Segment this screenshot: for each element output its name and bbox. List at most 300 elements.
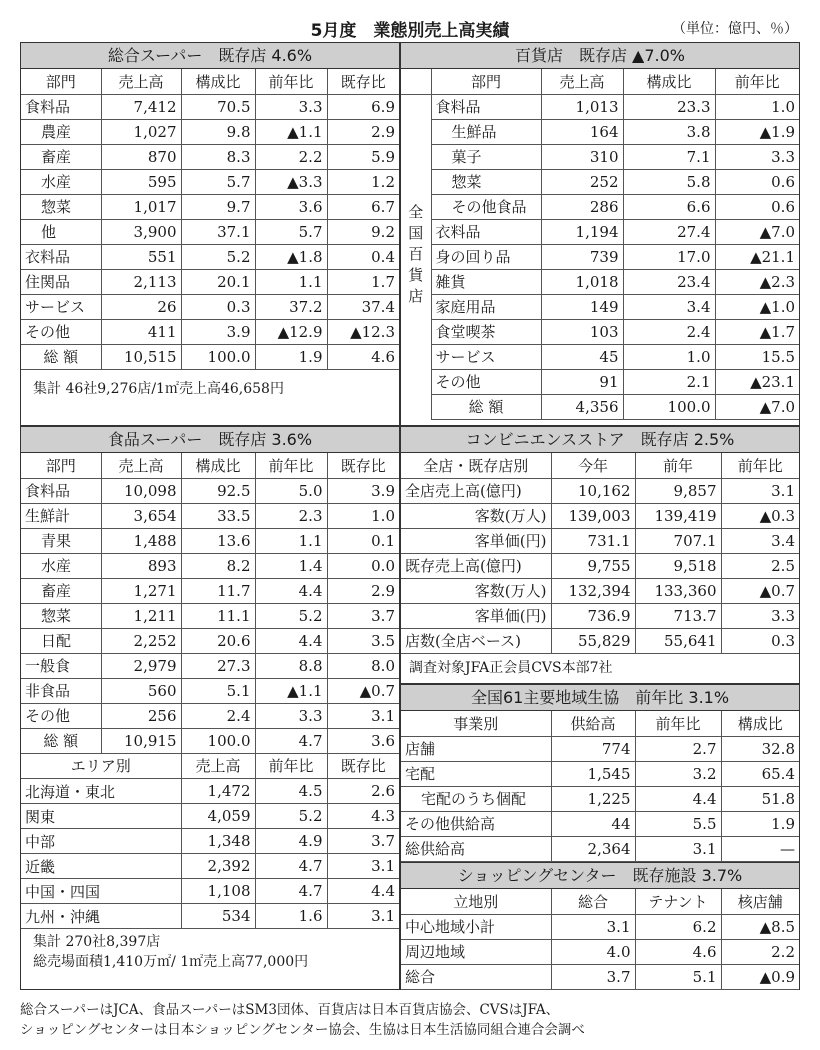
sc-header: ショッピングセンター 既存施設 3.7% xyxy=(401,863,799,889)
gms-row xyxy=(21,169,399,194)
sm-value: 3.7 xyxy=(327,603,399,628)
coop-value: 2.7 xyxy=(635,736,721,761)
sm-area-value: 4.7 xyxy=(255,879,327,904)
coop-label: 宅配のうち個配 xyxy=(401,786,551,811)
coop-table xyxy=(401,711,799,862)
dept-value: 45 xyxy=(541,344,623,369)
sm-label: 一般食 xyxy=(21,653,101,678)
coop-value: 65.4 xyxy=(721,761,799,786)
dept-label: その他食品 xyxy=(431,194,541,219)
sm-header: 食品スーパー 既存店 3.6% xyxy=(21,427,399,453)
gms-value: 2.2 xyxy=(255,144,327,169)
gms-col-header: 構成比 xyxy=(181,69,255,94)
sm-row xyxy=(21,653,399,678)
sm-value: 2.9 xyxy=(327,578,399,603)
dept-corner xyxy=(401,69,431,94)
sm-value: 1,211 xyxy=(101,603,181,628)
gms-value: 26 xyxy=(101,294,181,319)
sc-row xyxy=(401,964,799,989)
coop-value: 5.5 xyxy=(635,811,721,836)
gms-note: 集計 46社9,276店/1㎡売上高46,658円 xyxy=(33,380,284,397)
gms-label: 農産 xyxy=(21,119,101,144)
gms-panel xyxy=(20,42,400,426)
dept-total-cell: ▲7.0 xyxy=(715,394,799,419)
sm-total-row xyxy=(21,728,399,753)
dept-label: 食堂喫茶 xyxy=(431,319,541,344)
gms-total-cell: 1.9 xyxy=(255,344,327,369)
dept-row xyxy=(401,94,799,119)
cvs-value: 3.3 xyxy=(721,603,799,628)
dept-label: 生鮮品 xyxy=(431,119,541,144)
cvs-label: 客数(万人) xyxy=(401,578,551,603)
dept-label: 雑貨 xyxy=(431,269,541,294)
sm-area-label: 九州・沖縄 xyxy=(21,904,181,929)
cvs-value: 3.1 xyxy=(721,478,799,503)
gms-row xyxy=(21,244,399,269)
sm-row xyxy=(21,628,399,653)
sc-col-header: 核店舗 xyxy=(721,889,799,914)
sc-value: 4.0 xyxy=(551,939,635,964)
sm-area-row xyxy=(21,879,399,904)
dept-total-row xyxy=(401,394,799,419)
dept-col-header: 構成比 xyxy=(623,69,715,94)
dept-col-header: 前年比 xyxy=(715,69,799,94)
gms-value: 37.4 xyxy=(327,294,399,319)
sm-label: 日配 xyxy=(21,628,101,653)
dept-value: 164 xyxy=(541,119,623,144)
sm-area-value: 3.1 xyxy=(327,854,399,879)
sm-area-header-row xyxy=(21,754,399,779)
dept-row xyxy=(401,119,799,144)
cvs-row xyxy=(401,478,799,503)
gms-label: 住関品 xyxy=(21,269,101,294)
gms-value: 70.5 xyxy=(181,94,255,119)
sm-area-value: 1.6 xyxy=(255,904,327,929)
coop-header-row xyxy=(401,711,799,736)
sc-col-header: 総合 xyxy=(551,889,635,914)
coop-row xyxy=(401,811,799,836)
cvs-value: 55,641 xyxy=(635,628,721,653)
sm-area-label: 関東 xyxy=(21,804,181,829)
sc-label: 周辺地域 xyxy=(401,939,551,964)
dept-value: 1,013 xyxy=(541,94,623,119)
dept-label: 菓子 xyxy=(431,144,541,169)
sm-area-value: 3.7 xyxy=(327,829,399,854)
dept-value: ▲21.1 xyxy=(715,244,799,269)
sm-value: 893 xyxy=(101,553,181,578)
dept-value: ▲23.1 xyxy=(715,369,799,394)
sm-label: 非食品 xyxy=(21,678,101,703)
dept-total-cell: 4,356 xyxy=(541,394,623,419)
gms-value: 0.3 xyxy=(181,294,255,319)
dept-total-cell: 100.0 xyxy=(623,394,715,419)
sm-area-value: 4,059 xyxy=(181,804,255,829)
gms-table xyxy=(21,69,399,370)
dept-label: 惣菜 xyxy=(431,169,541,194)
gms-row xyxy=(21,119,399,144)
sm-table xyxy=(21,453,399,754)
cvs-label: 店数(全店ベース) xyxy=(401,628,551,653)
cvs-row xyxy=(401,503,799,528)
sm-value: 20.6 xyxy=(181,628,255,653)
sm-label: 青果 xyxy=(21,528,101,553)
sm-panel xyxy=(20,426,400,990)
sm-total-cell: 10,915 xyxy=(101,728,181,753)
gms-value: ▲12.3 xyxy=(327,319,399,344)
gms-value: 5.9 xyxy=(327,144,399,169)
sm-value: 5.2 xyxy=(255,603,327,628)
sc-col-header: テナント xyxy=(635,889,721,914)
gms-value: 2,113 xyxy=(101,269,181,294)
sm-note-2: 総売場面積1,410万㎡/ 1㎡売上高77,000円 xyxy=(33,954,309,970)
sc-value: 6.2 xyxy=(635,914,721,939)
dept-side-label: 全国百貨店 xyxy=(401,94,431,419)
gms-value: 1.1 xyxy=(255,269,327,294)
coop-value: 44 xyxy=(551,811,635,836)
sm-value: ▲0.7 xyxy=(327,678,399,703)
dept-header-row xyxy=(401,69,799,94)
cvs-value: 3.4 xyxy=(721,528,799,553)
footer-line-2: ショッピングセンターは日本ショッピングセンター協会、生協は日本生活協同組合連合会調べ xyxy=(20,1022,585,1038)
cvs-label: 既存売上高(億円) xyxy=(401,553,551,578)
sm-value: 1,488 xyxy=(101,528,181,553)
sm-area-value: 4.3 xyxy=(327,804,399,829)
sm-value: 13.6 xyxy=(181,528,255,553)
gms-value: 20.1 xyxy=(181,269,255,294)
cvs-value: 736.9 xyxy=(551,603,635,628)
coop-value: 4.4 xyxy=(635,786,721,811)
dept-row xyxy=(401,269,799,294)
sm-value: 8.8 xyxy=(255,653,327,678)
sc-header-row xyxy=(401,889,799,914)
dept-value: 286 xyxy=(541,194,623,219)
cvs-panel xyxy=(400,426,800,684)
gms-value: 3.9 xyxy=(181,319,255,344)
coop-col-header: 事業別 xyxy=(401,711,551,736)
sm-area-value: 3.1 xyxy=(327,904,399,929)
sm-value: 256 xyxy=(101,703,181,728)
cvs-value: 9,755 xyxy=(551,553,635,578)
dept-value: 252 xyxy=(541,169,623,194)
sc-col-header: 立地別 xyxy=(401,889,551,914)
cvs-value: 133,360 xyxy=(635,578,721,603)
sc-value: ▲8.5 xyxy=(721,914,799,939)
dept-panel xyxy=(400,42,800,426)
sm-header-row xyxy=(21,453,399,478)
sc-value: 4.6 xyxy=(635,939,721,964)
sm-value: 2.3 xyxy=(255,503,327,528)
sm-area-row xyxy=(21,829,399,854)
coop-label: 総供給高 xyxy=(401,836,551,861)
coop-value: 51.8 xyxy=(721,786,799,811)
sm-value: 92.5 xyxy=(181,478,255,503)
cvs-value: 132,394 xyxy=(551,578,635,603)
sm-value: 3,654 xyxy=(101,503,181,528)
sm-label: 生鮮計 xyxy=(21,503,101,528)
coop-value: 1.9 xyxy=(721,811,799,836)
cvs-row xyxy=(401,553,799,578)
coop-row xyxy=(401,736,799,761)
dept-value: 7.1 xyxy=(623,144,715,169)
gms-col-header: 売上高 xyxy=(101,69,181,94)
sm-label: 畜産 xyxy=(21,578,101,603)
gms-value: 5.7 xyxy=(181,169,255,194)
gms-col-header: 既存比 xyxy=(327,69,399,94)
sc-row xyxy=(401,939,799,964)
cvs-value: 10,162 xyxy=(551,478,635,503)
sm-value: 2,252 xyxy=(101,628,181,653)
dept-value: 739 xyxy=(541,244,623,269)
sm-note-1: 集計 270社8,397店 xyxy=(33,934,161,950)
cvs-note: 調査対象JFA正会員CVS本部7社 xyxy=(409,659,613,676)
dept-value: ▲2.3 xyxy=(715,269,799,294)
dept-row xyxy=(401,144,799,169)
dept-row xyxy=(401,319,799,344)
cvs-row xyxy=(401,628,799,653)
dept-row xyxy=(401,169,799,194)
gms-header: 総合スーパー 既存店 4.6% xyxy=(21,43,399,69)
dept-table xyxy=(401,69,799,420)
dept-value: ▲1.7 xyxy=(715,319,799,344)
gms-value: 1,017 xyxy=(101,194,181,219)
coop-value: 3.2 xyxy=(635,761,721,786)
sm-value: 2.4 xyxy=(181,703,255,728)
cvs-value: 2.5 xyxy=(721,553,799,578)
sc-table xyxy=(401,889,799,990)
cvs-row xyxy=(401,578,799,603)
gms-value: 6.9 xyxy=(327,94,399,119)
sm-value: 3.3 xyxy=(255,703,327,728)
dept-row xyxy=(401,244,799,269)
sm-area-table xyxy=(21,754,399,930)
dept-label: 家庭用品 xyxy=(431,294,541,319)
cvs-value: 731.1 xyxy=(551,528,635,553)
sm-value: 1,271 xyxy=(101,578,181,603)
sm-value: 10,098 xyxy=(101,478,181,503)
coop-header: 全国61主要地域生協 前年比 3.1% xyxy=(401,685,799,711)
sm-row xyxy=(21,528,399,553)
sc-value: 2.2 xyxy=(721,939,799,964)
sm-total-cell: 100.0 xyxy=(181,728,255,753)
coop-value: 1,545 xyxy=(551,761,635,786)
gms-header-row xyxy=(21,69,399,94)
dept-total-cell: 総 額 xyxy=(431,394,541,419)
sm-value: 27.3 xyxy=(181,653,255,678)
dept-value: 1.0 xyxy=(715,94,799,119)
gms-value: ▲3.3 xyxy=(255,169,327,194)
gms-value: ▲12.9 xyxy=(255,319,327,344)
dept-label: 身の回り品 xyxy=(431,244,541,269)
sc-label: 中心地域小計 xyxy=(401,914,551,939)
gms-value: 551 xyxy=(101,244,181,269)
sm-value: 5.0 xyxy=(255,478,327,503)
sm-value: 1.4 xyxy=(255,553,327,578)
dept-value: 6.6 xyxy=(623,194,715,219)
coop-value: 3.1 xyxy=(635,836,721,861)
gms-label: 畜産 xyxy=(21,144,101,169)
cvs-col-header: 全店・既存店別 xyxy=(401,453,551,478)
sm-area-value: 1,348 xyxy=(181,829,255,854)
gms-row xyxy=(21,94,399,119)
sm-total-cell: 3.6 xyxy=(327,728,399,753)
sm-value: ▲1.1 xyxy=(255,678,327,703)
cvs-label: 全店売上高(億円) xyxy=(401,478,551,503)
dept-value: 0.6 xyxy=(715,194,799,219)
gms-row xyxy=(21,269,399,294)
gms-total-row xyxy=(21,344,399,369)
sm-area-col-header: 前年比 xyxy=(255,754,327,779)
cvs-value: 9,518 xyxy=(635,553,721,578)
gms-label: 食料品 xyxy=(21,94,101,119)
dept-row xyxy=(401,194,799,219)
footer xyxy=(20,1000,585,1040)
sm-value: 4.4 xyxy=(255,628,327,653)
cvs-value: 9,857 xyxy=(635,478,721,503)
cvs-label: 客単価(円) xyxy=(401,603,551,628)
gms-total-cell: 4.6 xyxy=(327,344,399,369)
gms-col-header: 部門 xyxy=(21,69,101,94)
dept-value: 3.8 xyxy=(623,119,715,144)
sc-value: 3.1 xyxy=(551,914,635,939)
sm-value: 8.2 xyxy=(181,553,255,578)
gms-value: 7,412 xyxy=(101,94,181,119)
sm-row xyxy=(21,478,399,503)
gms-value: 6.7 xyxy=(327,194,399,219)
coop-panel xyxy=(400,684,800,862)
dept-value: ▲1.9 xyxy=(715,119,799,144)
cvs-col-header: 前年 xyxy=(635,453,721,478)
coop-row xyxy=(401,786,799,811)
cvs-value: 707.1 xyxy=(635,528,721,553)
sm-total-cell: 総 額 xyxy=(21,728,101,753)
gms-value: 37.1 xyxy=(181,219,255,244)
gms-row xyxy=(21,219,399,244)
dept-row xyxy=(401,369,799,394)
sm-value: 3.1 xyxy=(327,703,399,728)
dept-label: サービス xyxy=(431,344,541,369)
gms-value: 9.8 xyxy=(181,119,255,144)
coop-col-header: 供給高 xyxy=(551,711,635,736)
cvs-col-header: 前年比 xyxy=(721,453,799,478)
coop-value: — xyxy=(721,836,799,861)
sm-value: 11.1 xyxy=(181,603,255,628)
sm-area-value: 1,108 xyxy=(181,879,255,904)
sm-label: 惣菜 xyxy=(21,603,101,628)
sc-value: ▲0.9 xyxy=(721,964,799,989)
dept-value: 91 xyxy=(541,369,623,394)
dept-value: 17.0 xyxy=(623,244,715,269)
sm-value: 1.0 xyxy=(327,503,399,528)
sm-row xyxy=(21,678,399,703)
sm-value: 33.5 xyxy=(181,503,255,528)
sm-value: 1.1 xyxy=(255,528,327,553)
gms-value: 37.2 xyxy=(255,294,327,319)
sm-area-col-header: 既存比 xyxy=(327,754,399,779)
sm-area-value: 534 xyxy=(181,904,255,929)
dept-row xyxy=(401,294,799,319)
gms-value: 1.2 xyxy=(327,169,399,194)
sm-area-label: 中国・四国 xyxy=(21,879,181,904)
sm-value: 2,979 xyxy=(101,653,181,678)
sm-value: 4.4 xyxy=(255,578,327,603)
cvs-header: コンビニエンスストア 既存店 2.5% xyxy=(401,427,799,453)
dept-header: 百貨店 既存店 ▲7.0% xyxy=(401,43,799,69)
sm-value: 3.9 xyxy=(327,478,399,503)
sm-area-value: 4.4 xyxy=(327,879,399,904)
sc-value: 3.7 xyxy=(551,964,635,989)
cvs-row xyxy=(401,603,799,628)
sm-area-label: 近畿 xyxy=(21,854,181,879)
dept-label: その他 xyxy=(431,369,541,394)
cvs-table xyxy=(401,453,799,654)
footer-line-1: 総合スーパーはJCA、食品スーパーはSM3団体、百貨店は日本百貨店協会、CVSはJFA、 xyxy=(20,1002,560,1018)
sc-label: 総合 xyxy=(401,964,551,989)
gms-value: 1,027 xyxy=(101,119,181,144)
cvs-label: 客単価(円) xyxy=(401,528,551,553)
sm-row xyxy=(21,553,399,578)
sm-area-value: 5.2 xyxy=(255,804,327,829)
coop-value: 1,225 xyxy=(551,786,635,811)
coop-value: 774 xyxy=(551,736,635,761)
coop-label: 店舗 xyxy=(401,736,551,761)
sm-area-value: 4.5 xyxy=(255,779,327,804)
gms-value: 9.2 xyxy=(327,219,399,244)
sm-row xyxy=(21,703,399,728)
sc-value: 5.1 xyxy=(635,964,721,989)
coop-row xyxy=(401,836,799,861)
sm-col-header: 既存比 xyxy=(327,453,399,478)
dept-value: 149 xyxy=(541,294,623,319)
gms-value: 595 xyxy=(101,169,181,194)
sm-area-value: 4.7 xyxy=(255,854,327,879)
cvs-header-row xyxy=(401,453,799,478)
sm-area-value: 4.9 xyxy=(255,829,327,854)
sc-row xyxy=(401,914,799,939)
cvs-value: 139,419 xyxy=(635,503,721,528)
gms-value: 2.9 xyxy=(327,119,399,144)
sm-total-cell: 4.7 xyxy=(255,728,327,753)
gms-row xyxy=(21,319,399,344)
gms-col-header: 前年比 xyxy=(255,69,327,94)
coop-label: その他供給高 xyxy=(401,811,551,836)
gms-label: 衣料品 xyxy=(21,244,101,269)
dept-value: 103 xyxy=(541,319,623,344)
gms-row xyxy=(21,144,399,169)
gms-total-cell: 10,515 xyxy=(101,344,181,369)
gms-label: 他 xyxy=(21,219,101,244)
gms-label: 水産 xyxy=(21,169,101,194)
sm-row xyxy=(21,503,399,528)
cvs-value: 139,003 xyxy=(551,503,635,528)
coop-row xyxy=(401,761,799,786)
sm-col-header: 部門 xyxy=(21,453,101,478)
sm-col-header: 売上高 xyxy=(101,453,181,478)
sm-value: 560 xyxy=(101,678,181,703)
dept-col-header: 部門 xyxy=(431,69,541,94)
gms-value: 3,900 xyxy=(101,219,181,244)
dept-label: 衣料品 xyxy=(431,219,541,244)
gms-label: その他 xyxy=(21,319,101,344)
unit-note: （単位：億円、％） xyxy=(672,21,798,37)
dept-value: 2.4 xyxy=(623,319,715,344)
gms-value: ▲1.1 xyxy=(255,119,327,144)
sm-area-row xyxy=(21,804,399,829)
gms-total-cell: 100.0 xyxy=(181,344,255,369)
dept-row xyxy=(401,219,799,244)
sm-value: 0.0 xyxy=(327,553,399,578)
dept-value: 3.4 xyxy=(623,294,715,319)
gms-value: 870 xyxy=(101,144,181,169)
